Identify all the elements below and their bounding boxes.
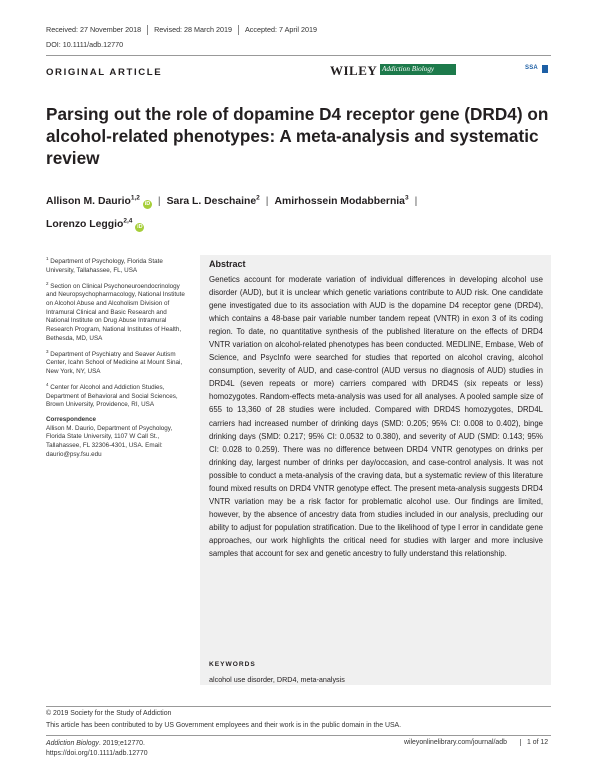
correspondence-heading: Correspondence: [46, 415, 97, 423]
copyright: © 2019 Society for the Study of Addiction: [46, 710, 172, 717]
page-number: 1 of 12: [520, 739, 548, 746]
affiliation-item: $^3$ Department of Psychiatry and Seaver Autism Center, Icahn School of Medicine at Mount Sinai, New York, NY, USA: [46, 348, 183, 376]
abstract-text: Genetics account for moderate variation of individual differences in developing alcohol use disorder (AUD), but it is unclear which genetic variations contribute to AUD risk. One candidate gene investigated due to its association with AUD is the dopamine D4 receptor gene (DRD4), which contains a 48-base pair variable number tandem repeat (VNTR) in exon 3 of its coding region. To date, no quantitative synthesis of the published literature on the effects of DRD4 VNTR variation on alcohol-related phenotypes has been conducted. MEDLINE, Embase, Web of Science, and PsycInfo were searched for studies that reported on alcohol craving, alcohol consumption, severity of AUD, and case-control (AUD versus no diagnosis of AUD) studies in DRD4L (seven repeats or more) carriers compared with DRD4S (six repeats or less) homozygotes. Random-effects meta-analysis was used for all analyses. A pooled sample size of 655 to 13,360 of 28 studies were included. Compared with DRD4S homozygotes, DRD4L carriers had increased number of drinking days (SMD: 0.205; 95% CI: 0.008 to 0.402), binge drinking days (SMD: 0.217; 95% CI: 0.0532 to 0.380), and severity of AUD (SMD: 0.143; 95% CI: 0.028 to 0.259). There was no difference between DRD4 VNTR genotypes on drinks per drinking day, largest number of drinks per day/occasion, and case-control analysis. It was not possible to conduct a meta-analysis of the craving data, but a systematic review of this literature found mixed results on DRD4 VNTR genotype effect. The present meta-analysis suggests DRD4 VNTR variation may be a risk factor for problematic alcohol use. Our findings are limited, however, by the absence of ancestry data from studies included in our analysis, precluding our ability to adjust for population stratification. Due to the likelihood of type I error in candidate gene approaches, our work highlights the critical need for studies with larger and more inclusive samples that account for sex and genetic ancestry to fully understand this relationship.: [209, 275, 543, 558]
article-dates: [46, 25, 323, 35]
author-separator: |: [157, 196, 161, 207]
author[interactable]: Allison M. Daurio$^{1,2}$iD: [46, 194, 151, 207]
affiliation-item: $^1$ Department of Psychology, Florida State University, Tallahassee, FL, USA: [46, 256, 163, 274]
author-list: [46, 190, 546, 236]
affiliation-item: $^2$ Section on Clinical Psychoneuroendocrinology and Neuropsychopharmacology, National Institute on Alcohol Abuse and Alcoholism Division of Intramural Clinical and Basic Research and National Institute on Drug Abuse Intramural Research Program, National Institutes of Health, Bethesda, MD, USA: [46, 280, 185, 342]
keywords-list: alcohol use disorder, DRD4, meta-analysis: [209, 675, 345, 684]
journal-badge: Addiction Biology: [380, 64, 456, 75]
society-logo-text: SSA: [525, 65, 538, 71]
citation: Addiction Biology. 2019;e12770. https://doi.org/10.1111/adb.12770: [46, 740, 148, 757]
footer-divider: [46, 706, 551, 707]
journal-site-link[interactable]: wileyonlinelibrary.com/journal/adb: [404, 739, 507, 746]
affiliations: [46, 255, 186, 459]
author-separator: |: [414, 196, 418, 207]
footer-divider: [46, 735, 551, 736]
page-title: Parsing out the role of dopamine D4 receptor gene (DRD4) on alcohol-related phenotypes: A meta-analysis and systematic review: [46, 104, 549, 168]
society-logo: [525, 64, 549, 74]
orcid-icon[interactable]: iD: [144, 201, 151, 207]
keywords-heading: KEYWORDS: [209, 661, 256, 668]
author-separator: |: [265, 196, 269, 207]
journal-name: Addiction Biology: [46, 740, 99, 747]
author[interactable]: Lorenzo Leggio$^{2,4}$iD: [46, 217, 143, 230]
publisher-logo: WILEY: [330, 63, 378, 78]
doi[interactable]: DOI: 10.1111/adb.12770: [46, 40, 124, 49]
article-type: ORIGINAL ARTICLE: [46, 67, 163, 78]
affiliation-item: $^4$ Center for Alcohol and Addiction Studies, Department of Behavioral and Social Sciences, Brown University, Providence, RI, USA: [46, 381, 178, 409]
header-divider: [46, 55, 551, 56]
received-date: Received: 27 November 2018: [46, 25, 148, 35]
correspondence-text[interactable]: Allison M. Daurio, Department of Psychology, Florida State University, 1107 W Call St., Tallahassee, FL 32306-4301, USA. Email: daurio@psy.fsu.edu: [46, 424, 173, 458]
accepted-date: Accepted: 7 April 2019: [245, 25, 317, 34]
doi-link[interactable]: https://doi.org/10.1111/adb.12770: [46, 749, 148, 757]
author[interactable]: Sara L. Deschaine$^2$: [166, 194, 260, 207]
revised-date: Revised: 28 March 2019: [148, 25, 239, 35]
abstract-heading: Abstract: [209, 259, 246, 269]
author[interactable]: Amirhossein Modabbernia$^3$: [274, 194, 409, 207]
orcid-icon[interactable]: iD: [137, 224, 143, 230]
public-domain-note: This article has been contributed to by US Government employees and their work is in the public domain in the USA.: [46, 722, 402, 729]
